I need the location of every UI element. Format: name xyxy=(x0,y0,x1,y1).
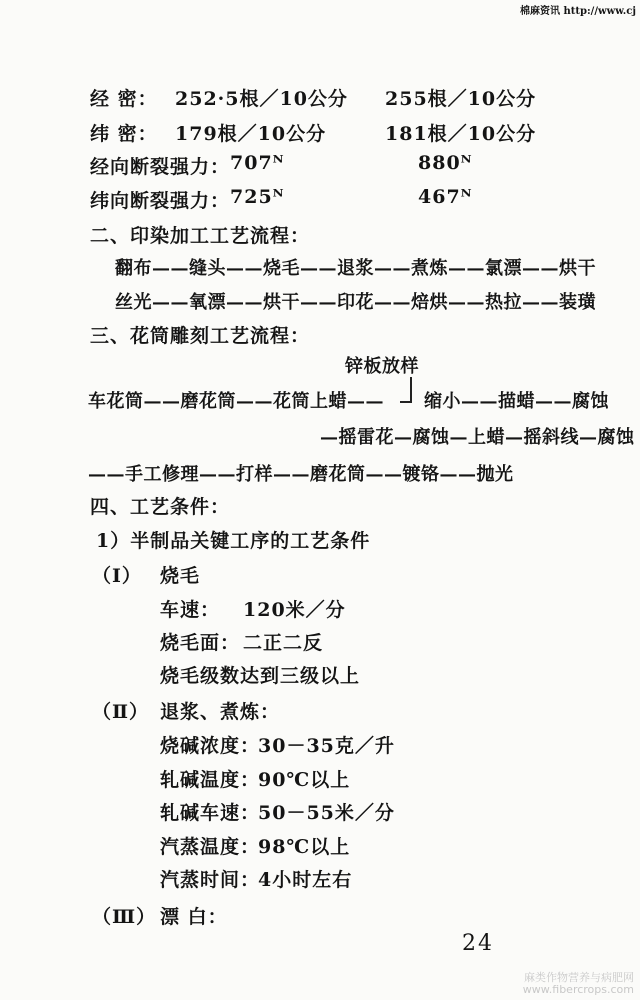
section2-heading: 二、印染加工工艺流程： xyxy=(90,225,311,247)
singe-value-speed: 120米／分 xyxy=(243,599,346,621)
desize-value-steam-time: 4小时左右 xyxy=(258,869,353,891)
page-number: 24 xyxy=(462,931,494,956)
spec-value-weft-strength-1: 725ᴺ xyxy=(230,186,285,208)
item3-number: （Ⅲ） xyxy=(92,906,157,928)
spec-value-warp-density-1: 252·5根／10公分 xyxy=(175,88,348,110)
section3-flow-line3: ——手工修理——打样——磨花筒——镀铬——抛光 xyxy=(88,464,514,485)
section3-branch-top: 锌板放样 xyxy=(345,356,419,377)
spec-value-warp-strength-2: 880ᴺ xyxy=(418,152,473,174)
singe-label-speed: 车速： xyxy=(160,599,221,621)
section3-main-flow: 车花筒——磨花筒——花筒上蜡—— xyxy=(88,391,384,412)
watermark-url: www.fibercrops.com xyxy=(522,983,634,996)
desize-label-steam-time: 汽蒸时间： xyxy=(160,869,261,891)
spec-value-weft-density-1: 179根／10公分 xyxy=(175,123,327,145)
spec-value-weft-density-2: 181根／10公分 xyxy=(385,123,537,145)
section4-subheading: 1）半制品关键工序的工艺条件 xyxy=(96,530,371,552)
section3-mid-flow: 缩小——描蜡——腐蚀 xyxy=(424,391,609,412)
desize-label-caustic: 烧碱浓度： xyxy=(160,735,261,757)
spec-label-warp-strength: 经向断裂强力： xyxy=(90,156,231,178)
flow-bracket-horizontal xyxy=(400,401,412,403)
section4-heading: 四、工艺条件： xyxy=(90,496,231,518)
desize-label-steam-temp: 汽蒸温度： xyxy=(160,836,261,858)
desize-value-steam-temp: 98℃以上 xyxy=(258,836,351,858)
spec-label-weft-density: 纬 密： xyxy=(90,123,158,145)
flow-bracket-vertical xyxy=(410,377,412,402)
desize-value-pad-speed: 50－55米／分 xyxy=(258,802,395,824)
header-source: 棉麻资讯 http://www.cj xyxy=(520,6,636,17)
desize-value-pad-temp: 90℃以上 xyxy=(258,769,351,791)
desize-value-caustic: 30－35克／升 xyxy=(258,735,395,757)
spec-value-weft-strength-2: 467ᴺ xyxy=(418,186,473,208)
singe-label-face: 烧毛面： xyxy=(160,632,241,654)
item1-number: （Ⅰ） xyxy=(92,565,142,587)
section3-heading: 三、花筒雕刻工艺流程： xyxy=(90,325,311,347)
item1-title: 烧毛 xyxy=(160,565,201,587)
spec-label-weft-strength: 纬向断裂强力： xyxy=(90,190,231,212)
singe-value-face: 二正二反 xyxy=(243,632,324,654)
spec-value-warp-strength-1: 707ᴺ xyxy=(230,152,285,174)
item3-title: 漂 白： xyxy=(160,906,228,928)
section2-flow-line2: 丝光——氧漂——烘干——印花——焙烘——热拉——装璜 xyxy=(115,292,596,313)
watermark-cn: 麻类作物营养与病肥网 xyxy=(524,971,634,984)
singe-grade: 烧毛级数达到三级以上 xyxy=(160,665,361,687)
item2-number: （Ⅱ） xyxy=(92,701,150,723)
item2-title: 退浆、煮炼： xyxy=(160,701,281,723)
spec-value-warp-density-2: 255根／10公分 xyxy=(385,88,537,110)
desize-label-pad-temp: 轧碱温度： xyxy=(160,769,261,791)
section2-flow-line1: 翻布——缝头——烧毛——退浆——煮炼——氯漂——烘干 xyxy=(115,258,596,279)
spec-label-warp-density: 经 密： xyxy=(90,88,158,110)
desize-label-pad-speed: 轧碱车速： xyxy=(160,802,261,824)
section3-branch-bottom: —摇雷花—腐蚀—上蜡—摇斜线—腐蚀 xyxy=(320,427,635,448)
